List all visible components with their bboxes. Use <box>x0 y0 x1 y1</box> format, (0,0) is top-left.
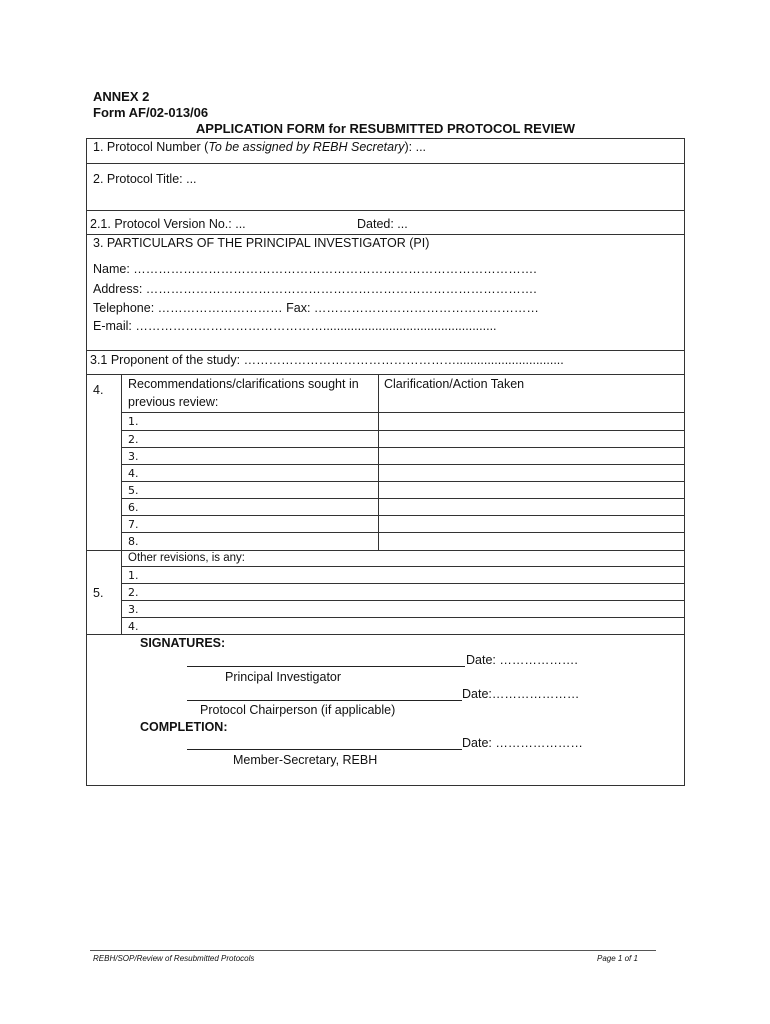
row-divider <box>121 464 684 465</box>
signature-line <box>187 666 465 667</box>
protocol-dated-field: Dated: ... <box>357 217 408 231</box>
signature-line <box>187 749 462 750</box>
divider <box>86 163 685 164</box>
divider <box>86 374 685 375</box>
divider <box>86 234 685 235</box>
annex-label: ANNEX 2 <box>93 89 150 104</box>
divider <box>86 350 685 351</box>
protocol-number-value: ): ... <box>404 140 427 154</box>
chair-signature-label: Protocol Chairperson (if applicable) <box>200 703 396 717</box>
row-divider <box>121 498 684 499</box>
pi-name-field: Name: ……………………………………………………………………………………. <box>93 262 537 276</box>
column-divider <box>378 374 379 550</box>
recommendations-header-line1: Recommendations/clarifications sought in <box>128 377 359 391</box>
row-divider <box>121 447 684 448</box>
pi-email-field: E-mail: ……………………………………….................................................. <box>93 319 497 333</box>
divider <box>86 634 685 635</box>
list-item: 3. <box>128 603 139 616</box>
form-number: Form AF/02-013/06 <box>93 105 209 120</box>
signatures-heading: SIGNATURES: <box>140 636 226 650</box>
list-item: 2. <box>128 433 139 446</box>
row-divider <box>121 515 684 516</box>
pi-signature-label: Principal Investigator <box>225 670 342 684</box>
chair-date-field: Date:………………… <box>462 687 580 701</box>
list-item: 5. <box>128 484 139 497</box>
list-item: 4. <box>128 467 139 480</box>
section-4-number: 4. <box>93 383 104 397</box>
divider <box>86 210 685 211</box>
signature-line <box>187 700 462 701</box>
other-revisions-header: Other revisions, is any: <box>128 552 245 564</box>
pi-date-field: Date: ………………. <box>466 653 578 667</box>
section-5-number: 5. <box>93 586 104 600</box>
column-divider <box>121 374 122 634</box>
recommendations-header-line2: previous review: <box>128 395 219 409</box>
list-item: 8. <box>128 535 139 548</box>
divider <box>86 785 685 786</box>
clarification-header: Clarification/Action Taken <box>384 377 525 391</box>
list-item: 7. <box>128 518 139 531</box>
protocol-title-field: 2. Protocol Title: ... <box>93 172 197 186</box>
row-divider <box>121 583 684 584</box>
footer-page-number: Page 1 of 1 <box>597 954 638 963</box>
list-item: 1. <box>128 415 139 428</box>
list-item: 2. <box>128 586 139 599</box>
list-item: 1. <box>128 569 139 582</box>
protocol-number-field <box>93 140 426 155</box>
row-divider <box>121 600 684 601</box>
pi-telephone-fax-field: Telephone: ………………………… Fax: ……………………………………………… <box>93 301 539 315</box>
pi-particulars-heading: 3. PARTICULARS OF THE PRINCIPAL INVESTIGATOR (PI) <box>93 236 430 250</box>
list-item: 6. <box>128 501 139 514</box>
footer-divider <box>90 950 656 951</box>
completion-heading: COMPLETION: <box>140 720 228 734</box>
row-divider <box>121 566 684 567</box>
protocol-number-label: 1. Protocol Number ( <box>93 140 209 154</box>
footer-document-ref: REBH/SOP/Review of Resubmitted Protocols <box>93 954 255 963</box>
proponent-field: 3.1 Proponent of the study: ……………………………………………............................... <box>90 353 564 367</box>
protocol-version-field: 2.1. Protocol Version No.: ... <box>90 217 246 231</box>
row-divider <box>121 430 684 431</box>
row-divider <box>121 617 684 618</box>
divider <box>86 138 685 139</box>
row-divider <box>121 481 684 482</box>
protocol-number-note: To be assigned by REBH Secretary <box>208 140 405 154</box>
row-divider <box>121 532 684 533</box>
member-signature-label: Member-Secretary, REBH <box>233 753 378 767</box>
list-item: 4. <box>128 620 139 633</box>
form-title: APPLICATION FORM for RESUBMITTED PROTOCOL REVIEW <box>195 121 576 136</box>
member-date-field: Date: ………………… <box>462 736 583 750</box>
row-divider <box>121 412 684 413</box>
list-item: 3. <box>128 450 139 463</box>
pi-address-field: Address: …………………………………………………………………………………. <box>93 282 537 296</box>
